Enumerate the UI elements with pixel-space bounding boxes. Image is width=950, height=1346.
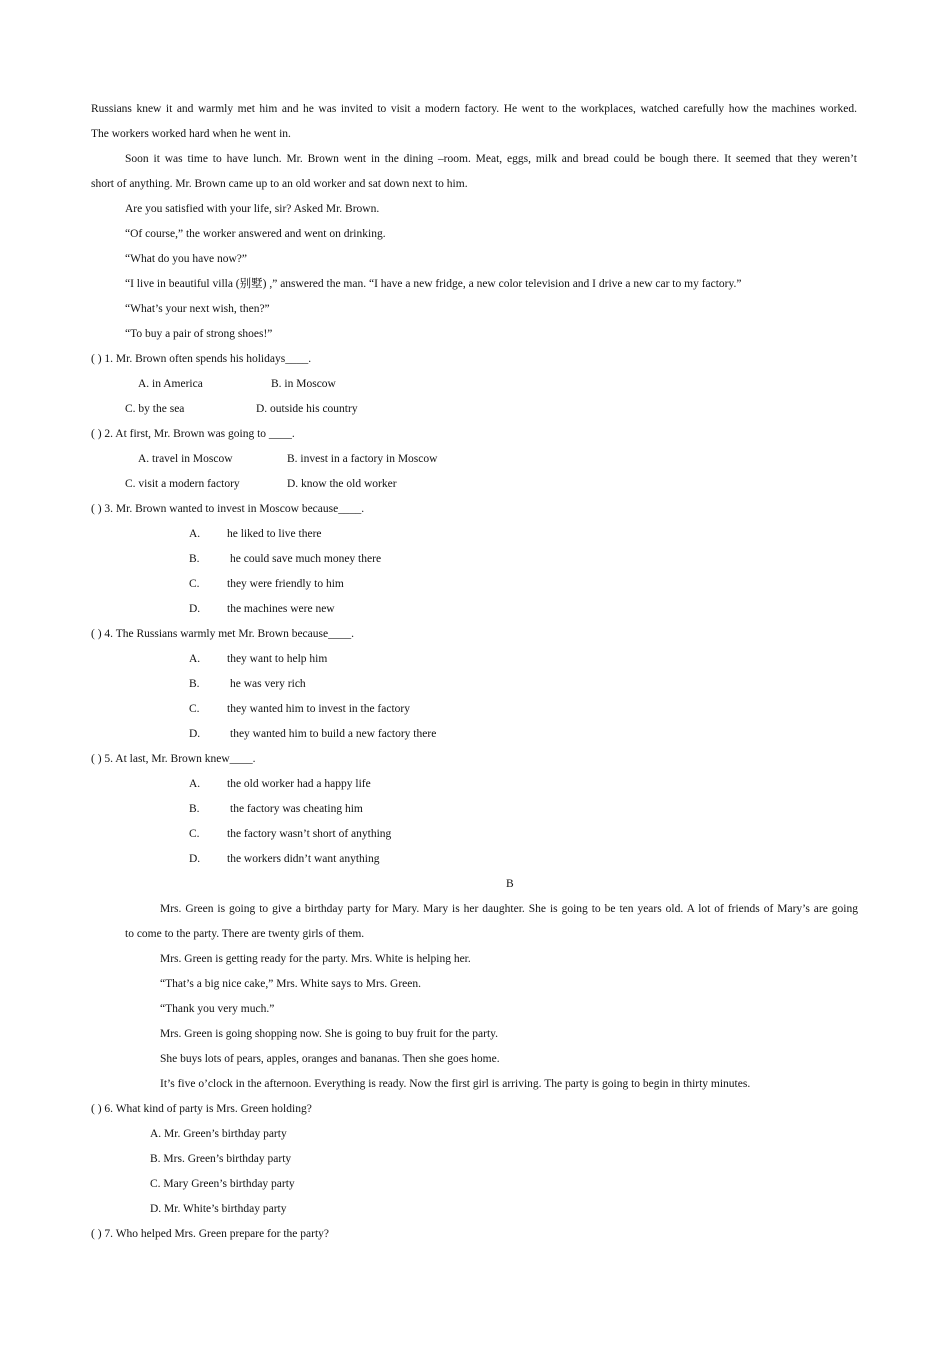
option-letter: C. bbox=[189, 578, 200, 590]
question-4-stem: ( ) 4. The Russians warmly met Mr. Brown because____. bbox=[91, 628, 354, 640]
passage-a-line-5: Are you satisfied with your life, sir? Asked Mr. Brown. bbox=[125, 203, 380, 215]
question-7-stem: ( ) 7. Who helped Mrs. Green prepare for the party? bbox=[91, 1228, 329, 1240]
passage-b-line-1: Mrs. Green is going to give a birthday party for Mary. Mary is her daughter. She is going to be ten years old. A lot of friends of Mary’s are going bbox=[160, 903, 858, 915]
option-letter: C. bbox=[189, 703, 200, 715]
option-text: the machines were new bbox=[227, 603, 335, 615]
question-6-stem: ( ) 6. What kind of party is Mrs. Green holding? bbox=[91, 1103, 312, 1115]
question-2-option-c[interactable]: C. visit a modern factory bbox=[125, 478, 240, 490]
passage-b-line-5: “Thank you very much.” bbox=[160, 1003, 275, 1015]
passage-b-line-3: Mrs. Green is getting ready for the party. Mrs. White is helping her. bbox=[160, 953, 471, 965]
option-letter: A. bbox=[189, 778, 201, 790]
option-letter: B. bbox=[189, 803, 200, 815]
passage-a-line-2: The workers worked hard when he went in. bbox=[91, 128, 291, 140]
question-2-option-a[interactable]: A. travel in Moscow bbox=[138, 453, 233, 465]
option-letter: A. bbox=[189, 528, 201, 540]
option-letter: C. bbox=[189, 828, 200, 840]
option-text: the factory wasn’t short of anything bbox=[227, 828, 392, 840]
option-letter: D. bbox=[189, 853, 201, 865]
passage-b-line-8: It’s five o’clock in the afternoon. Everything is ready. Now the first girl is arriving. The party is going to begin in thirty minutes. bbox=[160, 1078, 751, 1090]
option-letter: D. bbox=[189, 603, 201, 615]
question-3-stem: ( ) 3. Mr. Brown wanted to invest in Moscow because____. bbox=[91, 503, 365, 515]
passage-a-line-10: “To buy a pair of strong shoes!” bbox=[125, 328, 273, 340]
question-1-option-a[interactable]: A. in America bbox=[138, 378, 203, 390]
passage-a-line-7: “What do you have now?” bbox=[125, 253, 247, 265]
question-6-option-c[interactable]: C. Mary Green’s birthday party bbox=[150, 1178, 295, 1190]
passage-a-line-6: “Of course,” the worker answered and went on drinking. bbox=[125, 228, 386, 240]
question-2-stem: ( ) 2. At first, Mr. Brown was going to ____. bbox=[91, 428, 295, 440]
passage-b-line-4: “That’s a big nice cake,” Mrs. White says to Mrs. Green. bbox=[160, 978, 422, 990]
option-text: they want to help him bbox=[227, 653, 328, 665]
option-letter: B. bbox=[189, 553, 200, 565]
option-text: he was very rich bbox=[230, 678, 306, 690]
option-text: he could save much money there bbox=[230, 553, 382, 565]
passage-a-line-8: “I live in beautiful villa (别墅) ,” answered the man. “I have a new fridge, a new color television and I drive a new car to my factory.” bbox=[125, 278, 742, 290]
passage-a-line-4: short of anything. Mr. Brown came up to an old worker and sat down next to him. bbox=[91, 178, 468, 190]
passage-b-line-2: to come to the party. There are twenty girls of them. bbox=[125, 928, 365, 940]
question-5-stem: ( ) 5. At last, Mr. Brown knew____. bbox=[91, 753, 256, 765]
passage-a-line-9: “What’s your next wish, then?” bbox=[125, 303, 270, 315]
passage-a-line-3: Soon it was time to have lunch. Mr. Brown went in the dining –room. Meat, eggs, milk and bread could be bough there. It seemed that they weren’t bbox=[125, 153, 857, 165]
passage-b-line-6: Mrs. Green is going shopping now. She is going to buy fruit for the party. bbox=[160, 1028, 499, 1040]
option-text: the factory was cheating him bbox=[230, 803, 363, 815]
option-text: the old worker had a happy life bbox=[227, 778, 371, 790]
option-text: they wanted him to invest in the factory bbox=[227, 703, 410, 715]
question-1-option-b[interactable]: B. in Moscow bbox=[271, 378, 336, 390]
question-6-option-a[interactable]: A. Mr. Green’s birthday party bbox=[150, 1128, 287, 1140]
option-text: they wanted him to build a new factory there bbox=[230, 728, 437, 740]
question-6-option-b[interactable]: B. Mrs. Green’s birthday party bbox=[150, 1153, 292, 1165]
passage-b-line-7: She buys lots of pears, apples, oranges and bananas. Then she goes home. bbox=[160, 1053, 500, 1065]
question-2-option-b[interactable]: B. invest in a factory in Moscow bbox=[287, 453, 438, 465]
option-text: he liked to live there bbox=[227, 528, 322, 540]
section-b-heading: B bbox=[506, 878, 514, 890]
question-6-option-d[interactable]: D. Mr. White’s birthday party bbox=[150, 1203, 287, 1215]
question-1-stem: ( ) 1. Mr. Brown often spends his holidays____. bbox=[91, 353, 312, 365]
option-letter: A. bbox=[189, 653, 201, 665]
option-text: they were friendly to him bbox=[227, 578, 344, 590]
option-letter: D. bbox=[189, 728, 201, 740]
question-1-option-c[interactable]: C. by the sea bbox=[125, 403, 185, 415]
question-2-option-d[interactable]: D. know the old worker bbox=[287, 478, 397, 490]
option-text: the workers didn’t want anything bbox=[227, 853, 380, 865]
option-letter: B. bbox=[189, 678, 200, 690]
passage-a-line-1: Russians knew it and warmly met him and he was invited to visit a modern factory. He went to the workplaces, watched carefully how the machines worked. bbox=[91, 103, 857, 115]
question-1-option-d[interactable]: D. outside his country bbox=[256, 403, 358, 415]
